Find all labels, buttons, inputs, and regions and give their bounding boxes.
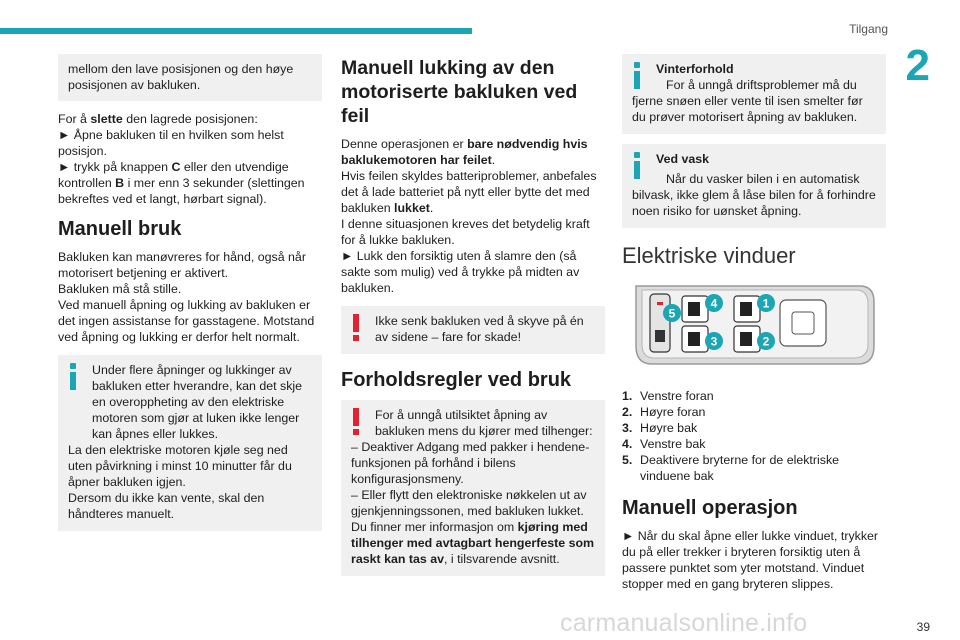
warning-box-trailer bbox=[341, 400, 605, 576]
info-icon bbox=[68, 362, 92, 394]
warning-text: For å unngå utilsiktet åpning av bakluken mens du kjører med tilhenger: bbox=[375, 408, 593, 438]
window-switch-panel-illustration bbox=[622, 280, 882, 370]
paragraph: I denne situasjonen kreves det betydelig kraft for å lukke bakluken. bbox=[341, 217, 590, 247]
marker-label: 5 bbox=[668, 306, 676, 321]
step: ► trykk på knappen C eller den utvendige kontrollen B i mer enn 3 sekunder (slettingen bekreftes ved et langt, hørbart signal). bbox=[58, 160, 305, 206]
column-1 bbox=[58, 54, 322, 541]
warning-icon bbox=[351, 407, 375, 439]
chapter-number: 2 bbox=[905, 41, 930, 90]
warning-text: – Deaktiver Adgang med pakker i hendene-funksjonen på forhånd i bilens konfigurasjonsmeny. bbox=[351, 440, 590, 486]
paragraph: Bakluken kan manøvreres for hånd, også når motorisert betjening er aktivert. bbox=[58, 250, 306, 280]
info-box-overheat bbox=[58, 355, 322, 531]
list-item: 1. Venstre foran bbox=[622, 389, 714, 403]
step: ► Når du skal åpne eller lukke vinduet, trykker du på eller trekker i bryteren forsiktig uten å passere punktet som yter motstand. Vinduet stopper med en gang bryteren slippes. bbox=[622, 529, 879, 591]
info-box-winter bbox=[622, 54, 886, 134]
list-item: 3. Høyre bak bbox=[622, 421, 698, 435]
info-icon bbox=[632, 151, 656, 183]
heading-precautions: Forholdsregler ved bruk bbox=[341, 369, 572, 391]
heading-manual-closing: Manuell lukking av den motoriserte bakluken ved feil bbox=[341, 57, 578, 127]
step: ► Åpne bakluken til en hvilken som helst posisjon. bbox=[58, 128, 284, 158]
info-title: Vinterforhold bbox=[656, 62, 734, 76]
note-box-continued bbox=[58, 54, 322, 101]
info-text: For å unngå driftsproblemer må du fjerne snøen eller vente til isen smelter før du prøver motorisert åpning av bakluken. bbox=[632, 78, 863, 124]
paragraph: Denne operasjonen er bare nødvendig hvis baklukemotoren har feilet. bbox=[341, 137, 588, 167]
paragraph: Bakluken må stå stille. bbox=[58, 282, 182, 296]
paragraph: Ved manuell åpning og lukking av bakluken er det ingen assistanse for gasstagene. Motstand ved åpning og lukking er derfor helt normalt. bbox=[58, 298, 315, 344]
warning-icon bbox=[351, 313, 375, 345]
chapter-color-bar bbox=[0, 28, 472, 34]
info-box-wash bbox=[622, 144, 886, 228]
info-title: Ved vask bbox=[656, 152, 710, 166]
column-3 bbox=[622, 54, 886, 592]
marker-label: 4 bbox=[710, 296, 718, 311]
warning-text: Du finner mer informasjon om kjøring med tilhenger med avtagbart hengerfeste som raskt kan tas av, i tilsvarende avsnitt. bbox=[351, 520, 595, 566]
watermark: carmanualsonline.info bbox=[560, 609, 808, 637]
info-icon bbox=[632, 61, 656, 93]
heading-manual-use: Manuell bruk bbox=[58, 218, 182, 240]
heading-manual-operation: Manuell operasjon bbox=[622, 497, 798, 519]
warning-box-side bbox=[341, 306, 605, 354]
info-text: Dersom du ikke kan vente, skal den håndteres manuelt. bbox=[68, 491, 265, 521]
paragraph: For å slette den lagrede posisjonen: bbox=[58, 112, 258, 126]
marker-label: 3 bbox=[710, 334, 718, 349]
step: ► Lukk den forsiktig uten å slamre den (så sakte som mulig) ved å trykke på midten av bakluken. bbox=[341, 249, 580, 295]
info-text: La den elektriske motoren kjøle seg ned uten påvirkning i minst 10 minutter får du åpner bakluken igjen. bbox=[68, 443, 292, 489]
paragraph: Hvis feilen skyldes batteriproblemer, anbefales det å lade batteriet på nytt eller bytte det med bakluken lukket. bbox=[341, 169, 597, 215]
marker-label: 1 bbox=[762, 296, 770, 311]
page-number: 39 bbox=[916, 620, 930, 634]
switch-legend bbox=[622, 388, 886, 484]
heading-electric-windows: Elektriske vinduer bbox=[622, 243, 796, 268]
info-text: Når du vasker bilen i en automatisk bilvask, ikke glem å låse bilen for å forhindre noen risiko for uønsket åpning. bbox=[632, 172, 876, 218]
list-item: 5. Deaktivere bryterne for de elektriske vinduene bak bbox=[622, 453, 840, 483]
warning-text: Ikke senk bakluken ved å skyve på én av sidene – fare for skade! bbox=[375, 314, 584, 344]
list-item: 2. Høyre foran bbox=[622, 405, 706, 419]
section-title: Tilgang bbox=[849, 22, 888, 36]
list-item: 4. Venstre bak bbox=[622, 437, 706, 451]
column-2 bbox=[341, 54, 605, 586]
info-text: Under flere åpninger og lukkinger av bakluken etter hverandre, kan det skje en overoppheting av den elektriske motoren som gjør at luken ikke lenger kan åpnes eller lukkes. bbox=[92, 363, 303, 441]
marker-label: 2 bbox=[762, 334, 770, 349]
note-text: mellom den lave posisjonen og den høye posisjonen av bakluken. bbox=[68, 62, 294, 92]
warning-text: – Eller flytt den elektroniske nøkkelen ut av gjenkjenningssonen, med bakluken lukket. bbox=[351, 488, 587, 518]
